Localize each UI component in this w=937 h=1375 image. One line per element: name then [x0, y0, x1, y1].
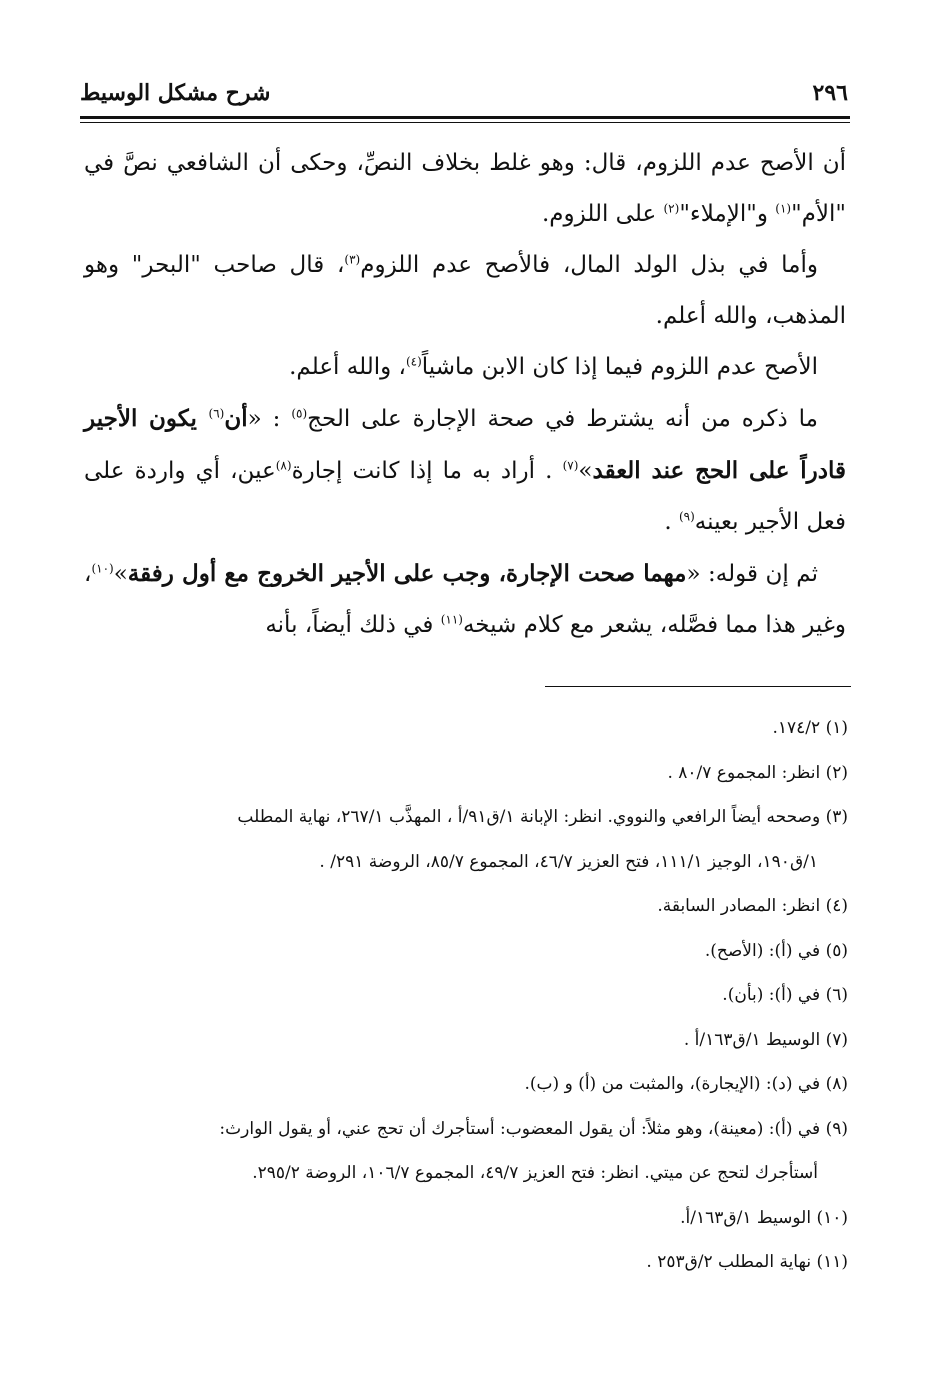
paragraph-1: أن الأصح عدم اللزوم، قال: وهو غلط بخلاف النصِّ، وحكى أن الشافعي نصَّ في "الأم"$^{(١)}$ و"الإملاء"$^{(٢)}$ على اللزوم. [84, 150, 846, 227]
page-number: ٢٩٦ [812, 80, 848, 106]
footnote-ref-7: (٧) [562, 458, 579, 473]
footnote-ref-11: (١١) [440, 612, 463, 627]
footnote-separator [545, 686, 851, 687]
paragraph-5: ثم إن قوله: «مهما صحت الإجارة، وجب على الأجير الخروج مع أول رفقة»$^{(١٠)}$، وغير هذا مما فصَّله، يشعر مع كلام شيخه$^{(١١)}$ في ذلك أيضاً، بأنه [84, 560, 846, 638]
footnote-ref-4: (٤) [405, 354, 422, 369]
footnote-ref-6: (٦) [208, 406, 225, 421]
footnote-3: (٣) وصححه أيضاً الرافعي والنووي. انظر: الإبانة ١/ق٩١/أ ، المهذَّب ٢٦٧/١، نهاية المطلب [237, 807, 848, 827]
footnote-9-continued: أستأجرك لتحج عن ميتي. انظر: فتح العزيز ٤٩/٧، المجموع ١٠٦/٧، الروضة ٢٩٥/٢. [252, 1163, 818, 1183]
header-rule-thick [80, 116, 850, 119]
paragraph-3: الأصح عدم اللزوم فيما إذا كان الابن ماشياً$^{(٤)}$، والله أعلم. [289, 354, 818, 380]
footnote-8: (٨) في (د): (الإيجارة)، والمثبت من (أ) و (ب). [524, 1074, 848, 1094]
running-title: شرح مشكل الوسيط [80, 80, 271, 106]
quoted-text: يكون الأجير قادراً على الحج عند العقد [84, 405, 847, 484]
footnote-6: (٦) في (أ): (بأن). [722, 985, 848, 1005]
footnote-1: (١) ١٧٤/٢. [772, 718, 848, 738]
footnote-ref-8: (٨) [275, 458, 292, 473]
footnote-ref-2: (٢) [663, 201, 680, 216]
header-rule-thin [80, 122, 850, 123]
footnote-5: (٥) في (أ): (الأصح). [704, 940, 848, 961]
footnote-2: (٢) انظر: المجموع ٨٠/٧ . [667, 762, 848, 783]
footnote-ref-10: (١٠) [91, 561, 114, 576]
footnote-4: (٤) انظر: المصادر السابقة. [657, 896, 848, 916]
footnote-ref-1: (١) [775, 201, 792, 216]
footnote-ref-3: (٣) [344, 252, 361, 267]
paragraph-2: وأما في بذل الولد المال، فالأصح عدم اللزوم$^{(٣)}$، قال صاحب "البحر" وهو المذهب، والله أعلم. [84, 252, 846, 329]
footnote-11: (١١) نهاية المطلب ٢/ق٢٥٣ . [646, 1252, 848, 1272]
footnote-ref-9: (٩) [678, 509, 695, 524]
quoted-text: مهما صحت الإجارة، وجب على الأجير الخروج مع أول رفقة [127, 560, 687, 587]
page-header [80, 80, 848, 114]
footnote-7: (٧) الوسيط ١/ق١٦٣/أ . [683, 1029, 848, 1050]
footnotes [84, 706, 848, 1285]
footnote-3-continued: ١/ق١٩٠، الوجيز ١١١/١، فتح العزيز ٤٦/٧، المجموع ٨٥/٧، الروضة ٢٩١/ . [319, 851, 818, 872]
paragraph-4: ما ذكره من أنه يشترط في صحة الإجارة على الحج$^{(٥)}$ : «أن$^{(٦)}$ يكون الأجير قادراً على الحج عند العقد»$^{(٧)}$ . أراد به ما إذا كانت إجارة$^{(٨)}$عين، أي واردة على فعل الأجير بعينه$^{(٩)}$ . [84, 405, 847, 535]
footnote-10: (١٠) الوسيط ١/ق١٦٣/أ. [680, 1207, 848, 1228]
main-text [84, 138, 846, 651]
footnote-ref-5: (٥) [291, 406, 308, 421]
footnote-9: (٩) في (أ): (معينة)، وهو مثلاً: أن يقول المعضوب: أستأجرك أن تحج عني، أو يقول الوارث: [219, 1118, 848, 1139]
